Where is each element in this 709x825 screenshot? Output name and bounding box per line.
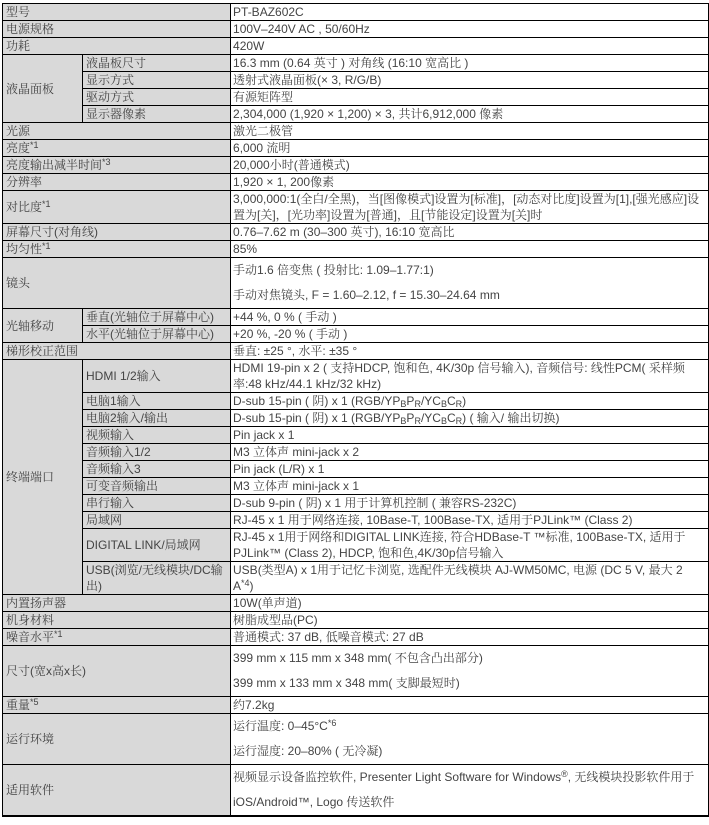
value-line: 激光二极管 xyxy=(233,124,294,138)
value-line: 视频显示设备监控软件, Presenter Light Software for Windows®, 无线模块投影软件用于iOS/Android™, Logo 传送软件 xyxy=(233,769,695,809)
spec-row-value xyxy=(231,21,709,38)
spec-group-label: 光轴移动 xyxy=(3,309,83,343)
spec-row-value xyxy=(231,157,709,174)
table-row xyxy=(3,157,709,174)
spec-row-label: 适用软件 xyxy=(3,765,231,817)
table-row xyxy=(3,427,709,444)
spec-row-value xyxy=(231,612,709,629)
value-line: M3 立体声 mini-jack x 2 xyxy=(233,445,360,459)
spec-row-value xyxy=(231,360,709,393)
table-row xyxy=(3,174,709,191)
spec-row-label: 对比度$^{*1}$ xyxy=(3,191,231,224)
table-row xyxy=(3,343,709,360)
table-row xyxy=(3,140,709,157)
spec-row-label: 光源 xyxy=(3,123,231,140)
table-row xyxy=(3,393,709,410)
value-line: 10W(单声道) xyxy=(233,596,302,610)
spec-row-label: 重量$^{*5}$ xyxy=(3,697,231,714)
table-row xyxy=(3,258,709,309)
spec-row-value xyxy=(231,38,709,55)
spec-row-value xyxy=(231,258,709,309)
table-row xyxy=(3,326,709,343)
spec-row-value xyxy=(231,410,709,427)
value-line: 6,000 流明 xyxy=(233,141,291,155)
value-line: 透射式液晶面板(× 3, R/G/B) xyxy=(233,73,382,87)
spec-row-value xyxy=(231,646,709,697)
spec-row-sublabel: DIGITAL LINK/局域网 xyxy=(83,529,231,562)
table-row xyxy=(3,191,709,224)
value-line: HDMI 19-pin x 2 ( 支持HDCP, 饱和色, 4K/30p 信号输入), 音频信号: 线性PCM( 采样频率:48 kHz/44.1 kHz/32 kHz) xyxy=(233,361,685,391)
spec-row-value xyxy=(231,512,709,529)
spec-row-value xyxy=(231,191,709,224)
value-line: 垂直: ±25 °, 水平: ±35 ° xyxy=(233,344,358,358)
spec-row-sublabel: 电脑2输入/输出 xyxy=(83,410,231,427)
spec-row-value xyxy=(231,123,709,140)
spec-row-value xyxy=(231,106,709,123)
spec-group-label: 液晶面板 xyxy=(3,55,83,123)
spec-row-sublabel: 音频输入3 xyxy=(83,461,231,478)
spec-row-label: 电源规格 xyxy=(3,21,231,38)
spec-row-sublabel: 可变音频输出 xyxy=(83,478,231,495)
spec-row-label: 镜头 xyxy=(3,258,231,309)
spec-row-label: 梯形校正范围 xyxy=(3,343,231,360)
value-line: 420W xyxy=(233,39,265,53)
spec-row-sublabel: 垂直(光轴位于屏幕中心) xyxy=(83,309,231,326)
table-row xyxy=(3,512,709,529)
spec-row-value xyxy=(231,393,709,410)
spec-row-sublabel: 音频输入1/2 xyxy=(83,444,231,461)
spec-row-sublabel: 驱动方式 xyxy=(83,89,231,106)
value-line: RJ-45 x 1用于网络和DIGITAL LINK连接, 符合HDBase-T ™标准, 100Base-TX, 适用于PJLink™ (Class 2), HDCP, 饱和色,4K/30p信号输入 xyxy=(233,530,686,560)
value-line: Pin jack (L/R) x 1 xyxy=(233,462,325,476)
spec-row-label: 均匀性$^{*1}$ xyxy=(3,241,231,258)
table-row xyxy=(3,646,709,697)
value-line: 2,304,000 (1,920 × 1,200) × 3, 共计6,912,000 像素 xyxy=(233,107,504,121)
table-row xyxy=(3,629,709,646)
spec-row-value xyxy=(231,478,709,495)
table-row xyxy=(3,309,709,326)
spec-row-sublabel: 显示器像素 xyxy=(83,106,231,123)
table-row xyxy=(3,89,709,106)
table-row xyxy=(3,224,709,241)
spec-row-value xyxy=(231,4,709,21)
spec-row-label: 功耗 xyxy=(3,38,231,55)
spec-row-value xyxy=(231,562,709,595)
value-line: 树脂成型品(PC) xyxy=(233,613,318,627)
value-line: PT-BAZ602C xyxy=(233,5,304,19)
spec-table xyxy=(2,3,709,817)
spec-row-sublabel: 电脑1输入 xyxy=(83,393,231,410)
spec-row-sublabel: 局域网 xyxy=(83,512,231,529)
spec-row-value xyxy=(231,72,709,89)
value-line: +44 %, 0 % ( 手动 ) xyxy=(233,310,337,324)
value-line: 0.76–7.62 m (30–300 英寸), 16:10 宽高比 xyxy=(233,225,455,239)
table-row xyxy=(3,612,709,629)
value-line: D-sub 15-pin ( 阴) x 1 $(RGB/YP_BP_R/YC_BC_R)$ xyxy=(233,394,467,409)
value-line: 普通模式: 37 dB, 低噪音模式: 27 dB xyxy=(233,630,424,644)
table-row xyxy=(3,495,709,512)
value-line: 16.3 mm (0.64 英寸 ) 对角线 (16:10 宽高比 ) xyxy=(233,56,469,70)
spec-row-label: 分辨率 xyxy=(3,174,231,191)
spec-row-value xyxy=(231,529,709,562)
table-row xyxy=(3,697,709,714)
table-row xyxy=(3,72,709,89)
table-row xyxy=(3,765,709,817)
spec-row-value xyxy=(231,697,709,714)
spec-row-value xyxy=(231,461,709,478)
table-row xyxy=(3,478,709,495)
spec-row-value xyxy=(231,224,709,241)
spec-row-value xyxy=(231,495,709,512)
spec-group-label: 终端端口 xyxy=(3,360,83,595)
spec-row-label: 亮度输出减半时间$^{*3}$ xyxy=(3,157,231,174)
spec-row-value xyxy=(231,343,709,360)
spec-row-label: 内置扬声器 xyxy=(3,595,231,612)
spec-row-label: 型号 xyxy=(3,4,231,21)
table-row xyxy=(3,106,709,123)
spec-row-sublabel: 显示方式 xyxy=(83,72,231,89)
value-line: 3,000,000:1(全白/全黑)，当[图像模式]设置为[标准]，[动态对比度]设置为[1],[强光感应]设置为[关]，[光功率]设置为[普通]，且[节能设定]设置为[关]时 xyxy=(233,192,700,222)
value-line: M3 立体声 mini-jack x 1 xyxy=(233,479,360,493)
spec-row-value xyxy=(231,629,709,646)
spec-row-label: 运行环境 xyxy=(3,714,231,765)
table-row xyxy=(3,529,709,562)
value-line: 20,000小时(普通模式) xyxy=(233,158,350,172)
value-line: D-sub 9-pin ( 阴) x 1 用于计算机控制 ( 兼容RS-232C) xyxy=(233,496,517,510)
spec-row-value xyxy=(231,241,709,258)
spec-row-value xyxy=(231,427,709,444)
value-line: 手动对焦镜头, F = 1.60–2.12, f = 15.30–24.64 mm xyxy=(233,288,500,302)
spec-row-label: 尺寸(宽x高x长) xyxy=(3,646,231,697)
spec-row-value xyxy=(231,140,709,157)
spec-row-value xyxy=(231,765,709,817)
table-row xyxy=(3,241,709,258)
value-line: 85% xyxy=(233,242,258,256)
spec-row-label: 亮度$^{*1}$ xyxy=(3,140,231,157)
table-row xyxy=(3,360,709,393)
spec-row-label: 机身材料 xyxy=(3,612,231,629)
spec-row-value xyxy=(231,174,709,191)
table-row xyxy=(3,595,709,612)
spec-row-value xyxy=(231,309,709,326)
table-row xyxy=(3,714,709,765)
value-line: +20 %, -20 % ( 手动 ) xyxy=(233,327,348,341)
value-line: RJ-45 x 1 用于网络连接, 10Base-T, 100Base-TX, 适用于PJLink™ (Class 2) xyxy=(233,513,633,527)
value-line: 约7.2kg xyxy=(233,698,275,712)
spec-row-sublabel: 视频输入 xyxy=(83,427,231,444)
spec-row-value xyxy=(231,89,709,106)
value-line: Pin jack x 1 xyxy=(233,428,295,442)
table-row xyxy=(3,38,709,55)
spec-row-sublabel: USB(浏览/无线模块/DC输出) xyxy=(83,562,231,595)
spec-row-label: 屏幕尺寸(对角线) xyxy=(3,224,231,241)
value-line: 1,920 × 1, 200像素 xyxy=(233,175,335,189)
value-line: D-sub 15-pin ( 阴) x 1 $(RGB/YP_BP_R/YC_BC_R)$ ( 输入/ 输出切换) xyxy=(233,411,560,426)
spec-row-sublabel: 串行输入 xyxy=(83,495,231,512)
spec-row-value xyxy=(231,55,709,72)
table-row xyxy=(3,21,709,38)
spec-row-value xyxy=(231,444,709,461)
value-line: 399 mm x 133 mm x 348 mm( 支脚最短时) xyxy=(233,676,460,690)
spec-row-sublabel: 水平(光轴位于屏幕中心) xyxy=(83,326,231,343)
value-line: 399 mm x 115 mm x 348 mm( 不包含凸出部分) xyxy=(233,651,483,665)
spec-row-value xyxy=(231,714,709,765)
table-row xyxy=(3,461,709,478)
value-line: 有源矩阵型 xyxy=(233,90,294,104)
value-line: 运行湿度: 20–80% ( 无冷凝) xyxy=(233,744,383,758)
spec-row-sublabel: HDMI 1/2输入 xyxy=(83,360,231,393)
value-line: 手动1.6 倍变焦 ( 投射比: 1.09–1.77:1) xyxy=(233,263,434,277)
table-row xyxy=(3,123,709,140)
value-line: 运行温度: $0-45^\circ C^{*6}$ xyxy=(233,718,337,733)
value-line: 100V–240V AC , 50/60Hz xyxy=(233,22,370,36)
spec-row-label: 噪音水平$^{*1}$ xyxy=(3,629,231,646)
spec-row-value xyxy=(231,595,709,612)
spec-row-value xyxy=(231,326,709,343)
table-row xyxy=(3,444,709,461)
table-row xyxy=(3,410,709,427)
table-row xyxy=(3,562,709,595)
value-line: USB(类型A) x 1用于记忆卡浏览, 选配件无线模块 AJ-WM50MC, 电源 (DC 5 V, 最大 2 $A^{*4}$) xyxy=(233,563,683,593)
table-row xyxy=(3,55,709,72)
spec-row-sublabel: 液晶板尺寸 xyxy=(83,55,231,72)
table-row xyxy=(3,4,709,21)
